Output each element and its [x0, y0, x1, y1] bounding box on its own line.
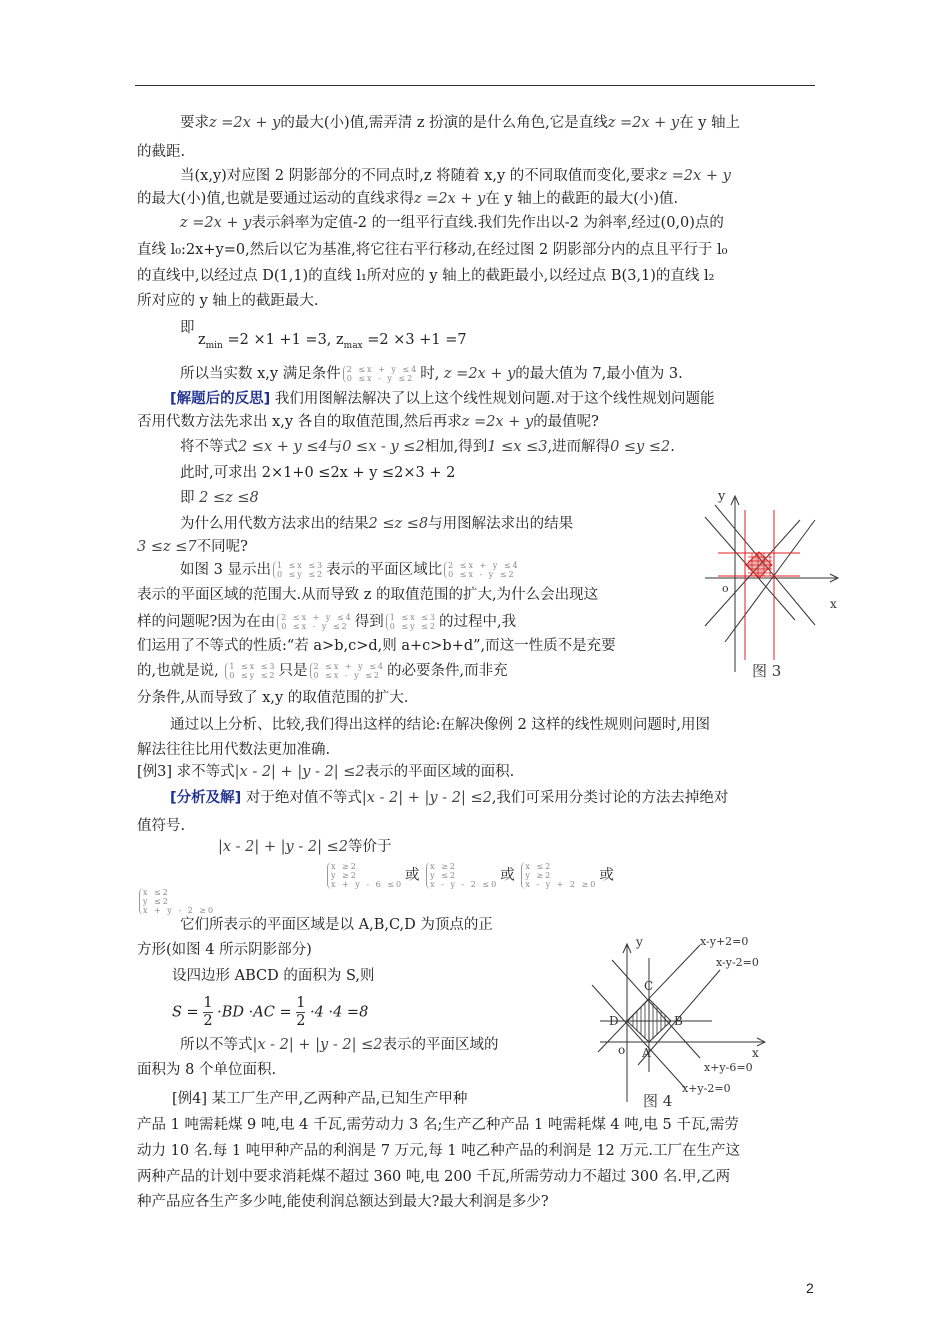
text-run: 或 — [500, 867, 520, 884]
diag-line — [725, 520, 815, 642]
text-line — [180, 488, 259, 508]
area-formula — [172, 995, 368, 1030]
text-run: 在 y 轴上 — [679, 115, 741, 131]
red-region-lines — [718, 510, 800, 660]
text-run: =2 ×3 +1 =7 — [362, 332, 467, 348]
text-run: 不同呢? — [196, 539, 248, 555]
text-run: 即 — [180, 490, 200, 506]
text-run: 此时,可求出 2×1+0 ≤2x + y ≤2×3 + 2 — [180, 465, 456, 481]
text-run: 只是 — [278, 663, 308, 679]
text-run: 如图 3 显示出 — [180, 562, 271, 578]
text-run: 方形(如图 4 所示阴影部分) — [137, 942, 312, 958]
inequality-system — [273, 561, 324, 579]
text-line — [137, 688, 408, 708]
text-run: 的最大(小)值,也就是要通过运动的直线求得 — [137, 191, 414, 207]
point-b-label: B — [674, 1014, 683, 1028]
math-expression: 1 ≤x ≤3 — [487, 439, 548, 455]
text-run: 得到 — [354, 614, 384, 630]
inequality-row: x ≤2 — [525, 862, 553, 871]
inequality-row: 0 ≤x - y ≤2 — [313, 671, 382, 680]
fraction-den: 2 — [296, 1013, 306, 1029]
text-run: 设四边形 ABCD 的面积为 S,则 — [172, 968, 375, 984]
line-x+y-2 — [592, 985, 685, 1088]
inequality-system — [139, 888, 215, 915]
y-label: y — [718, 489, 726, 504]
text-line — [137, 1167, 730, 1187]
math-expression: 0 ≤y ≤2 — [610, 439, 671, 455]
text-line — [170, 389, 714, 409]
inequality-row: x ≥2 — [331, 862, 358, 871]
text-run: . — [670, 439, 675, 455]
text-run: [例3] 求不等式 — [137, 764, 235, 780]
inequality-row: 0 ≤x - y ≤2 — [281, 622, 349, 631]
text-line — [170, 715, 710, 735]
point-a-label: A — [642, 1046, 651, 1060]
text-line — [137, 266, 715, 286]
text-line — [137, 142, 185, 162]
text-line — [180, 213, 724, 233]
text-line — [137, 762, 514, 782]
text-line — [137, 888, 217, 915]
inequality-row: 1 ≤x ≤3 — [389, 613, 437, 622]
figure-caption: 图 4 — [643, 1092, 673, 1110]
text-run: 的最值呢? — [533, 414, 599, 430]
text-run: 所以当实数 x,y 满足条件 — [180, 366, 341, 382]
section-heading: [解题后的反思] — [170, 391, 271, 407]
text-run: 表示斜率为定值-2 的一组平行直线.我们先作出以-2 为斜率,经过(0,0)点的 — [251, 215, 724, 231]
inequality-row: x + y - 6 ≤0 — [331, 880, 404, 889]
text-line — [137, 740, 330, 760]
text-run: 通过以上分析、比较,我们得出这样的结论:在解决像例 2 这样的线性规则问题时,用图 — [170, 717, 711, 733]
text-line — [137, 291, 319, 311]
y-label: y — [636, 935, 643, 949]
inequality-system — [426, 862, 498, 889]
text-line — [180, 318, 195, 338]
text-run: 的最大值为 7,最小值为 3. — [515, 366, 683, 382]
inequality-row: x ≤2 — [143, 888, 170, 897]
math-expression: 0 ≤x - y ≤2 — [342, 439, 425, 455]
inequality-system — [343, 365, 419, 383]
text-run: 样的问题呢?因为在由 — [137, 614, 276, 630]
text-run: 或 — [599, 867, 614, 884]
text-line — [325, 862, 614, 889]
text-line — [137, 1060, 276, 1080]
text-line — [137, 1115, 739, 1135]
formula-mid: ·BD ·AC = — [217, 1004, 292, 1021]
formula-lhs: S = — [172, 1004, 199, 1021]
inequality-row: y ≤2 — [430, 871, 458, 880]
inequality-system — [225, 662, 276, 680]
inequality-row: x + y - 2 ≥0 — [143, 906, 216, 915]
text-run: 它们所表示的平面区域是以 A,B,C,D 为顶点的正 — [180, 917, 493, 933]
text-line — [137, 612, 516, 632]
inequality-row: 1 ≤x ≤3 — [276, 561, 325, 570]
text-line — [170, 788, 728, 808]
text-run: 等价于 — [347, 839, 392, 855]
text-run: 的必要条件,而非充 — [387, 663, 508, 679]
math-expression: |x - 2| + |y - 2| ≤2 — [361, 790, 492, 806]
text-line — [137, 661, 508, 681]
text-run: 值符号. — [137, 818, 186, 834]
inequality-row: 0 ≤x - y ≤2 — [448, 570, 516, 579]
text-run: 种产品应各生产多少吨,能使利润总额达到最大?最大利润是多少? — [137, 1194, 549, 1210]
text-run: 面积为 8 个单位面积. — [137, 1062, 277, 1078]
text-run: 的,也就是说, — [137, 663, 224, 679]
text-run: 所对应的 y 轴上的截距最大. — [137, 293, 319, 309]
text-run: 为什么用代数方法求出的结果 — [180, 516, 369, 532]
inequality-row: y ≤2 — [143, 897, 170, 906]
point-c-label: C — [644, 979, 654, 993]
text-run: z — [198, 332, 206, 348]
inequality-row: x - y - 2 ≤0 — [430, 880, 499, 889]
text-run: =2 ×1 +1 =3, z — [222, 332, 344, 348]
text-line — [137, 816, 185, 836]
text-run: 的过程中,我 — [438, 614, 517, 630]
text-line — [180, 113, 740, 133]
math-expression: |x - 2| + |y - 2| ≤2 — [252, 1037, 383, 1053]
header-rule — [135, 85, 815, 86]
text-run: ,我们可采用分类讨论的方法去掉绝对 — [491, 790, 729, 806]
text-line — [172, 1089, 467, 1109]
inequality-system — [521, 862, 597, 889]
text-run: 在 y 轴上的截距的最大(小)值. — [485, 191, 679, 207]
math-expression: z =2x + y — [461, 414, 534, 430]
math-expression: z =2x + y — [413, 191, 486, 207]
text-line — [180, 166, 731, 186]
line-label-2: x-y-2=0 — [716, 956, 759, 969]
math-expression: |x - 2| + |y - 2| ≤2 — [218, 839, 348, 855]
text-run: 要求 — [180, 115, 209, 131]
math-expression: z =2x + y — [209, 115, 281, 131]
figure-4 — [590, 925, 810, 1115]
text-run: 或 — [405, 867, 425, 884]
text-run: 相加,得到 — [424, 439, 488, 455]
text-run: 即 — [180, 320, 195, 336]
inequality-row: 2 ≤x + y ≤4 — [448, 561, 520, 570]
text-line — [180, 560, 522, 580]
math-expression: 2 ≤z ≤8 — [199, 490, 259, 506]
text-run: 与用图解法求出的结果 — [428, 516, 574, 532]
text-run: 与 — [327, 439, 343, 455]
inequality-row: 0 ≤y ≤2 — [389, 622, 437, 631]
text-run: 动力 10 名.每 1 吨甲种产品的利润是 7 万元,每 1 吨乙种产品的利润是 12 万元.工厂在生产这 — [137, 1143, 740, 1159]
text-line — [180, 463, 455, 483]
math-expression: 2 ≤z ≤8 — [368, 516, 429, 532]
figure-3 — [700, 485, 845, 685]
math-expression: z =2x + y — [443, 366, 516, 382]
math-expression: z =2x + y — [607, 115, 680, 131]
page-number: 2 — [806, 1280, 814, 1296]
fraction-num: 1 — [296, 995, 306, 1011]
text-line — [137, 940, 312, 960]
text-line — [137, 240, 727, 260]
text-run: 否用代数方法先求出 x,y 各自的取值范围,然后再求 — [137, 414, 462, 430]
text-run: 表示的平面区域的面积. — [364, 764, 515, 780]
inequality-row: 0 ≤x - y ≤2 — [346, 374, 415, 383]
text-run: [例4] 某工厂生产甲,乙两种产品,已知生产甲种 — [172, 1091, 468, 1107]
text-line — [180, 364, 683, 384]
text-line — [180, 437, 675, 457]
text-line — [218, 837, 391, 857]
point-d-label: D — [609, 1014, 619, 1028]
text-line — [137, 537, 248, 557]
line-label-4: x+y-2=0 — [682, 1082, 731, 1095]
line-label-3: x+y-6=0 — [704, 1061, 753, 1074]
fraction-den: 2 — [203, 1013, 213, 1029]
text-run: 的截距. — [137, 144, 186, 160]
text-run: 们运用了不等式的性质:“若 a>b,c>d,则 a+c>b+d”,而这一性质不是充要 — [137, 638, 616, 654]
inequality-row: y ≥2 — [525, 871, 553, 880]
text-line — [180, 915, 493, 935]
text-line — [172, 966, 374, 986]
subscript: max — [343, 341, 363, 351]
text-run: 的直线中,以经过点 D(1,1)的直线 l₁所对应的 y 轴上的截距最小,以经过点 B(3,1)的直线 l₂ — [137, 268, 715, 284]
text-line — [180, 1035, 498, 1055]
inequality-row: 1 ≤x ≤3 — [229, 662, 277, 671]
inequality-system — [444, 561, 520, 579]
inequality-row: 2 ≤x + y ≤4 — [313, 662, 386, 671]
text-run: 时, — [420, 366, 444, 382]
math-expression: |x - 2| + |y - 2| ≤2 — [234, 764, 365, 780]
origin-label: o — [618, 1043, 626, 1057]
text-line — [198, 330, 467, 356]
fraction-num: 1 — [203, 995, 213, 1011]
text-run: 我们用图解法解决了以上这个线性规划问题.对于这个线性规划问题能 — [270, 391, 715, 407]
inequality-row: 2 ≤x + y ≤4 — [346, 365, 419, 374]
math-expression: 2 ≤x + y ≤4 — [238, 439, 328, 455]
text-run: 对于绝对值不等式 — [241, 790, 362, 806]
text-line — [137, 1192, 549, 1212]
inequality-row: 0 ≤y ≤2 — [276, 570, 325, 579]
text-line — [137, 189, 678, 209]
text-run: 解法往往比用代数法更加准确. — [137, 742, 331, 758]
inequality-system — [386, 613, 437, 631]
subscript: min — [205, 341, 223, 351]
text-line — [137, 636, 616, 656]
text-run: 表示的平面区域的范围大.从而导致 z 的取值范围的扩大,为什么会出现这 — [137, 587, 599, 603]
line-label-1: x-y+2=0 — [700, 935, 749, 948]
text-line — [180, 514, 573, 534]
section-heading: [分析及解] — [170, 790, 242, 806]
math-expression: z =2x + y — [659, 168, 731, 184]
text-run: 当(x,y)对应图 2 阴影部分的不同点时,z 将随着 x,y 的不同取值而变化,要求 — [180, 168, 660, 184]
x-label: x — [752, 1046, 759, 1060]
text-run: 直线 l₀:2x+y=0,然后以它为基准,将它往右平行移动,在经过图 2 阴影部分内的点且平行于 l₀ — [137, 242, 728, 258]
text-run: 两种产品的计划中要求消耗煤不超过 360 吨,电 200 千瓦,所需劳动力不超过 300 名.甲,乙两 — [137, 1169, 731, 1185]
inequality-row: 2 ≤x + y ≤4 — [281, 613, 353, 622]
inequality-system — [327, 862, 403, 889]
text-line — [137, 412, 599, 432]
text-run: 表示的平面区域的 — [382, 1037, 499, 1053]
text-run: 产品 1 吨需耗煤 9 吨,电 4 千瓦,需劳动力 3 名;生产乙种产品 1 吨需耗煤 4 吨,电 5 千瓦,需劳 — [137, 1117, 739, 1133]
text-run: 将不等式 — [180, 439, 238, 455]
text-run: ,进而解得 — [547, 439, 611, 455]
text-run: 的最大(小)值,需弄清 z 扮演的是什么角色,它是直线 — [280, 115, 608, 131]
inequality-row: x - y + 2 ≥0 — [525, 880, 598, 889]
math-expression: 3 ≤z ≤7 — [137, 539, 197, 555]
figure-caption: 图 3 — [752, 662, 782, 680]
text-line — [137, 1141, 740, 1161]
inequality-row: x ≥2 — [430, 862, 458, 871]
inequality-system — [277, 613, 353, 631]
text-run: 表示的平面区域比 — [326, 562, 443, 578]
text-run: 所以不等式 — [180, 1037, 253, 1053]
x-label: x — [830, 597, 837, 611]
formula-rhs: ·4 ·4 =8 — [310, 1004, 369, 1021]
text-line — [137, 585, 598, 605]
text-run: 分条件,从而导致了 x,y 的取值范围的扩大. — [137, 690, 409, 706]
math-expression: z =2x + y — [180, 215, 252, 231]
inequality-row: 0 ≤y ≤2 — [229, 671, 277, 680]
inequality-row: y ≥2 — [331, 871, 358, 880]
inequality-system — [310, 662, 386, 680]
origin-label: o — [722, 582, 729, 595]
